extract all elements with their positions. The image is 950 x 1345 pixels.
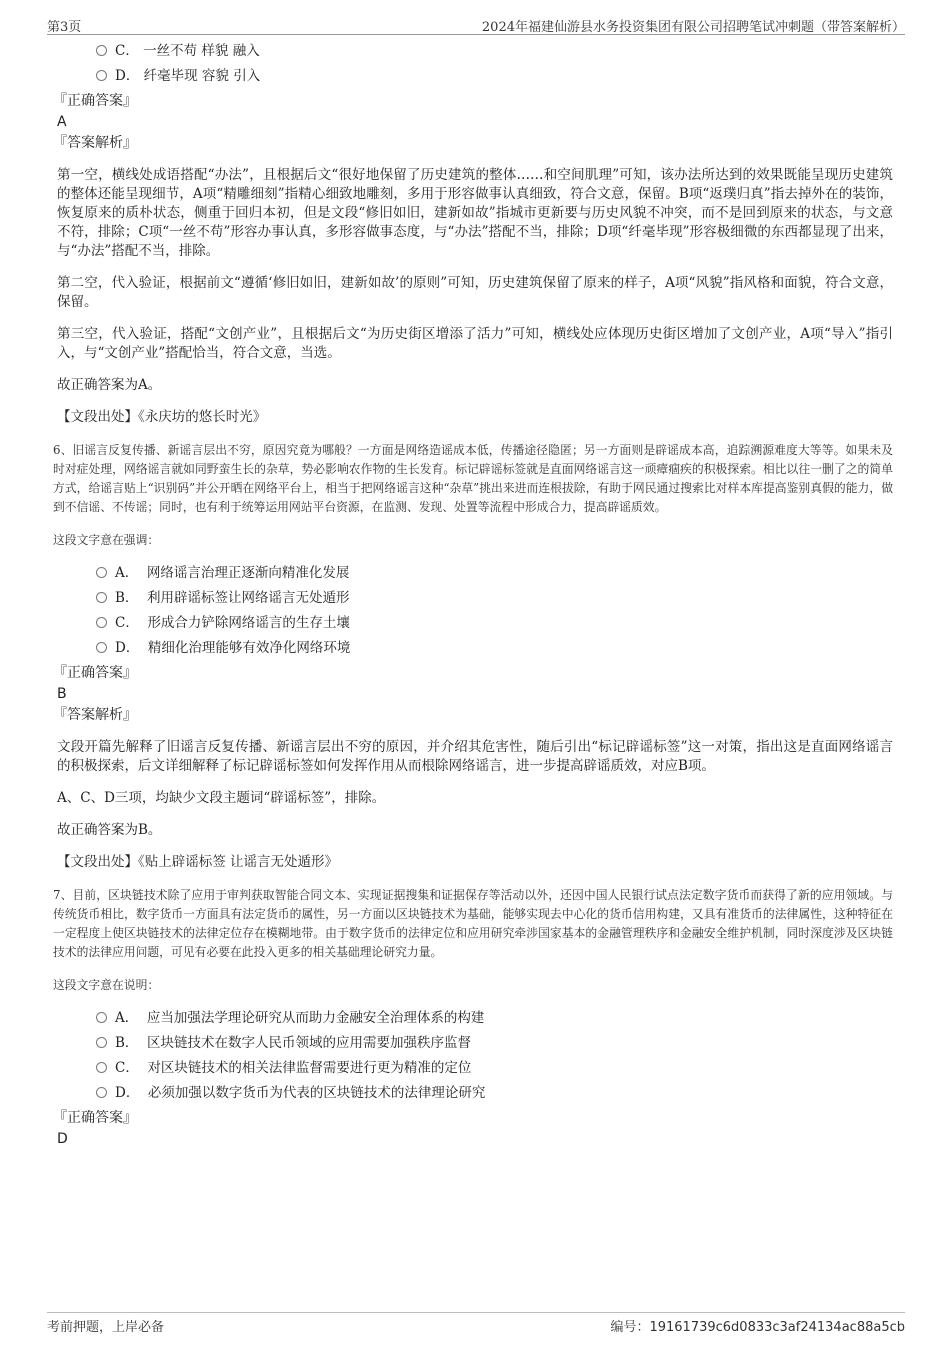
q5-analysis-label: 『答案解析』: [53, 135, 137, 151]
q6-option-c[interactable]: C． 形成合力铲除网络谣言的生存土壤: [96, 614, 893, 633]
document-code: 编号：19161739c6d0833c3af24134ac88a5cb: [610, 1320, 905, 1335]
radio-icon[interactable]: [96, 642, 107, 653]
document-body: [53, 42, 893, 1151]
q6-prompt: 这段文字意在强调：: [53, 533, 160, 547]
q7-option-b[interactable]: B． 区块链技术在数字人民币领域的应用需要加强秩序监督: [96, 1034, 893, 1053]
q5-answer: A: [57, 114, 67, 130]
radio-icon[interactable]: [96, 617, 107, 628]
q6-analysis-para-2: A、C、D三项，均缺少文段主题词“辟谣标签”，排除。: [57, 790, 386, 806]
q6-source: 【文段出处】《贴上辟谣标签 让谣言无处遁形》: [57, 854, 339, 870]
radio-icon[interactable]: [96, 1062, 107, 1073]
q6-answer-label: 『正确答案』: [53, 665, 137, 681]
q7-options: [96, 1009, 893, 1103]
q7-answer-label: 『正确答案』: [53, 1110, 137, 1126]
q6-option-b[interactable]: B． 利用辟谣标签让网络谣言无处遁形: [96, 589, 893, 608]
q6-conclusion: 故正确答案为B。: [57, 822, 162, 838]
q7-answer: D: [57, 1131, 68, 1147]
radio-icon[interactable]: [96, 567, 107, 578]
radio-icon[interactable]: [96, 1087, 107, 1098]
page-number: 第3页: [47, 20, 82, 35]
radio-icon[interactable]: [96, 45, 107, 56]
q5-analysis-para-2: 第二空，代入验证，根据前文“遵循‘修旧如旧，建新如故’的原则”可知，历史建筑保留了原来的样子，A项“风貌”指风格和面貌，符合文意，保留。: [57, 275, 893, 310]
q6-analysis-para-1: 文段开篇先解释了旧谣言反复传播、新谣言层出不穷的原因，并介绍其危害性，随后引出“标记辟谣标签”这一对策，指出这是直面网络谣言的积极探索，后文详细解释了标记辟谣标签如何发挥作用从而根除网络谣言，进一步提高辟谣质效，对应B项。: [57, 739, 893, 774]
q7-question: 7、目前，区块链技术除了应用于审判获取智能合同文本、实现证据搜集和证据保存等活动以外，还因中国人民银行试点法定数字货币而获得了新的应用领域。与传统货币相比，数字货币一方面具有法定货币的属性，另一方面以区块链技术为基础，能够实现去中心化的货币信用构建，又具有准货币的法律属性，这种特征在一定程度上使区块链技术的法律定位存在模糊地带。由于数字货币的法律定位和应用研究牵涉国家基本的金融管理秩序和金融安全维护机制，同时深度涉及区块链技术的法律应用问题，可见有必要在此投入更多的相关基础理论研究力量。: [53, 888, 893, 959]
q7-prompt: 这段文字意在说明：: [53, 978, 160, 992]
q6-analysis-label: 『答案解析』: [53, 707, 137, 723]
q5-analysis-para-1: 第一空，横线处成语搭配“办法”，且根据后文“很好地保留了历史建筑的整体……和空间肌理”可知，该办法所达到的效果既能呈现历史建筑的整体还能呈现细节，A项“精雕细刻”指精心细致地雕刻，多用于形容做事认真细致，符合文意，保留。B项“返璞归真”指去掉外在的装饰，恢复原来的质朴状态，侧重于回归本初，但是文段“修旧如旧，建新如故”指城市更新要与历史风貌不冲突，而不是回到原来的状态，与文意不符，排除；C项“一丝不苟”形容办事认真，多形容做事态度，与“办法”搭配不当，排除；D项“纤毫毕现”形容极细微的东西都显现了出来，与“办法”搭配不当，排除。: [57, 167, 893, 259]
q5-answer-label: 『正确答案』: [53, 93, 137, 109]
q5-option-c[interactable]: C． 一丝不苟 样貌 融入: [96, 42, 893, 61]
page-header: [47, 14, 905, 35]
q6-options: [96, 564, 893, 658]
radio-icon[interactable]: [96, 1037, 107, 1048]
q5-option-d[interactable]: D． 纤毫毕现 容貌 引入: [96, 67, 893, 86]
q5-conclusion: 故正确答案为A。: [57, 377, 162, 393]
q5-analysis-para-3: 第三空，代入验证，搭配“文创产业”，且根据后文“为历史街区增添了活力”可知，横线处应体现历史街区增加了文创产业，A项“导入”指引入，与“文创产业”搭配恰当，符合文意，当选。: [57, 326, 893, 361]
q7-option-c[interactable]: C． 对区块链技术的相关法律监督需要进行更为精准的定位: [96, 1059, 893, 1078]
footer-slogan: 考前押题，上岸必备: [47, 1320, 165, 1335]
q6-option-d[interactable]: D． 精细化治理能够有效净化网络环境: [96, 639, 893, 658]
q7-option-d[interactable]: D． 必须加强以数字货币为代表的区块链技术的法律理论研究: [96, 1084, 893, 1103]
radio-icon[interactable]: [96, 592, 107, 603]
q6-option-a[interactable]: A． 网络谣言治理正逐渐向精准化发展: [96, 564, 893, 583]
page-footer: [47, 1312, 905, 1335]
q7-option-a[interactable]: A． 应当加强法学理论研究从而助力金融安全治理体系的构建: [96, 1009, 893, 1028]
radio-icon[interactable]: [96, 70, 107, 81]
q6-question: 6、旧谣言反复传播、新谣言层出不穷，原因究竟为哪般？一方面是网络造谣成本低，传播途径隐匿；另一方面则是辟谣成本高，追踪溯源难度大等等。如果未及时对症处理，网络谣言就如同野蛮生长的杂草，势必影响农作物的生长发育。标记辟谣标签就是直面网络谣言这一顽瘴痼疾的积极探索。相比以往一删了之的简单方式，给谣言贴上“识别码”并公开晒在网络平台上，相当于把网络谣言这种“杂草”挑出来进而连根拔除，有助于网民通过搜索比对样本库提高鉴别真假的能力，做到不信谣、不传谣；同时，也有利于统筹运用网站平台资源，在监测、发现、处置等流程中形成合力，提高辟谣质效。: [53, 443, 893, 514]
document-title: 2024年福建仙游县水务投资集团有限公司招聘笔试冲刺题（带答案解析）: [481, 20, 905, 35]
q6-answer: B: [57, 686, 67, 702]
radio-icon[interactable]: [96, 1012, 107, 1023]
q5-source: 【文段出处】《永庆坊的悠长时光》: [57, 409, 267, 425]
q5-options: [96, 42, 893, 86]
